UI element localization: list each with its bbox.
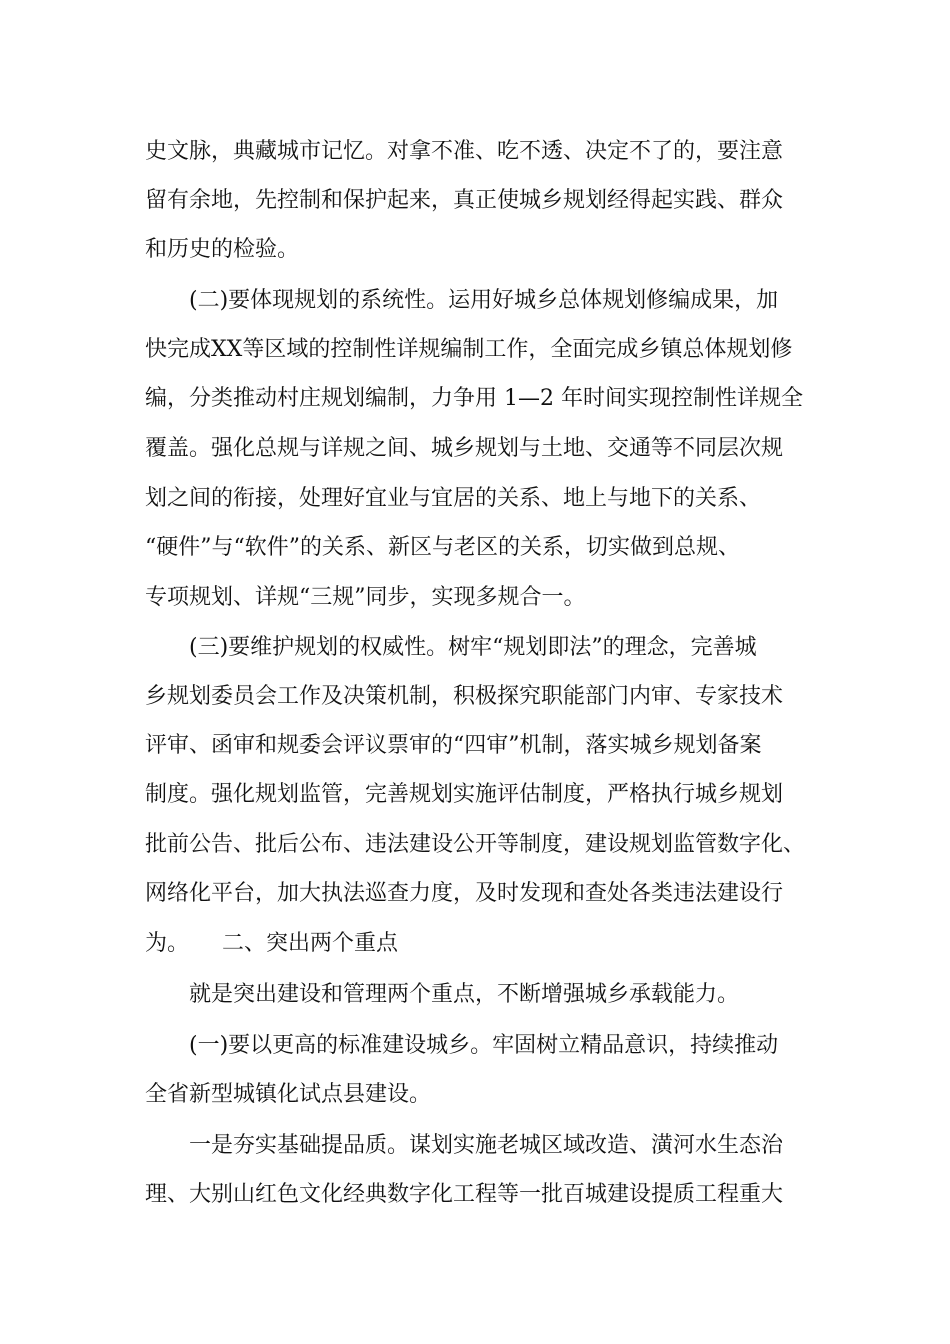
- paragraph-start-3: (三)要维护规划的权威性。树牢“规划即法”的理念，完善城: [189, 635, 757, 660]
- text-line-8: 划之间的衔接，处理好宜业与宜居的关系、地上与地下的关系、: [145, 486, 762, 511]
- section-heading-line: 为。 二、突出两个重点: [145, 931, 399, 956]
- text-line-10: 专项规划、详规“三规”同步，实现多规合一。: [145, 585, 586, 610]
- text-line-6: 编，分类推动村庄规划编制，力争用 1—2 年时间实现控制性详规全: [145, 386, 803, 411]
- text-line-22: 理、大别山红色文化经典数字化工程等一批百城建设提质工程重大: [145, 1182, 784, 1207]
- text-line-2: 留有余地，先控制和保护起来，真正使城乡规划经得起实践、群众: [145, 188, 784, 213]
- text-line-20: 全省新型城镇化试点县建设。: [145, 1082, 432, 1107]
- paragraph-start-5: 一是夯实基础提品质。谋划实施老城区域改造、潢河水生态治: [189, 1133, 784, 1158]
- text-line-13: 评审、函审和规委会评议票审的“四审”机制，落实城乡规划备案: [145, 733, 762, 758]
- text-line-9: “硬件”与“软件”的关系、新区与老区的关系，切实做到总规、: [145, 535, 740, 560]
- text-line-16: 网络化平台，加大执法巡查力度，及时发现和查处各类违法建设行: [145, 881, 784, 906]
- text-line-14: 制度。强化规划监管，完善规划实施评估制度，严格执行城乡规划: [145, 782, 784, 807]
- text-line-1: 史文脉，典藏城市记忆。对拿不准、吃不透、决定不了的，要注意: [145, 139, 784, 164]
- section-intro: 就是突出建设和管理两个重点，不断增强城乡承载能力。: [189, 982, 740, 1007]
- text-line-12: 乡规划委员会工作及决策机制，积极探究职能部门内审、专家技术: [145, 684, 784, 709]
- paragraph-start-4: (一)要以更高的标准建设城乡。牢固树立精品意识，持续推动: [189, 1033, 779, 1058]
- text-line-5: 快完成XX等区域的控制性详规编制工作，全面完成乡镇总体规划修: [145, 337, 793, 362]
- text-line-15: 批前公告、批后公布、违法建设公开等制度，建设规划监管数字化、: [145, 832, 806, 857]
- text-line-3: 和历史的检验。: [145, 237, 300, 262]
- text-line-7: 覆盖。强化总规与详规之间、城乡规划与土地、交通等不同层次规: [145, 436, 784, 461]
- paragraph-start-2: (二)要体现规划的系统性。运用好城乡总体规划修编成果，加: [189, 288, 779, 313]
